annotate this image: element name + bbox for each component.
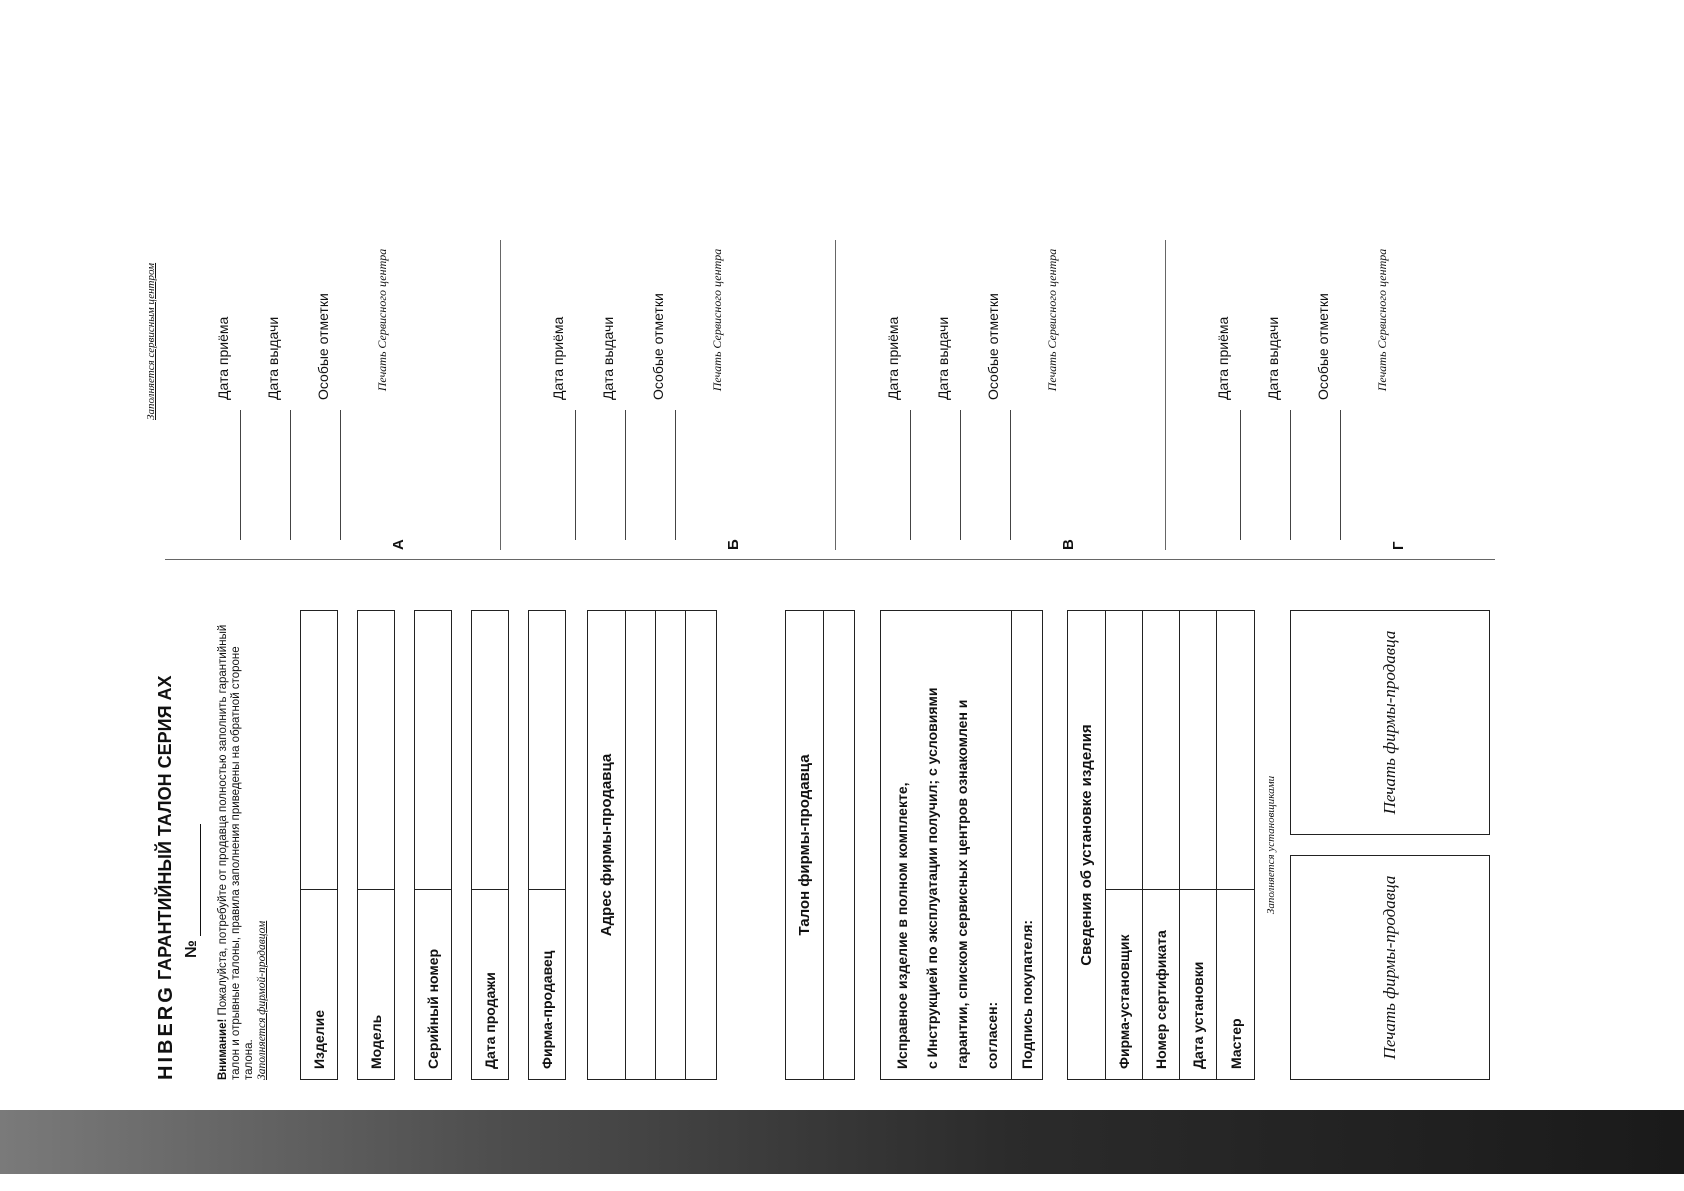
installation-label: Мастер xyxy=(1217,889,1254,1079)
agreement-text xyxy=(881,611,1012,1079)
coupon-line[interactable] xyxy=(910,410,911,540)
coupon-label-issue: Дата выдачи xyxy=(935,316,951,400)
coupon-label-receive: Дата приёма xyxy=(1215,316,1231,400)
seller-stamp-box-1: Печать фирмы-продавца xyxy=(1290,855,1490,1080)
coupon-label-issue: Дата выдачи xyxy=(600,316,616,400)
service-coupon-v xyxy=(845,240,1175,550)
coupon-label-notes: Особые отметки xyxy=(985,293,1001,400)
attention-note xyxy=(217,610,269,1080)
seller-address-line[interactable] xyxy=(686,611,716,1079)
field-label: Модель xyxy=(358,889,394,1079)
field-label: Дата продажи xyxy=(472,889,508,1079)
coupon-separator xyxy=(165,559,1495,560)
installation-value[interactable] xyxy=(1143,611,1179,889)
number-blank xyxy=(185,824,201,936)
coupon-line[interactable] xyxy=(240,410,241,540)
installation-row xyxy=(1217,611,1254,1079)
coupon-line[interactable] xyxy=(1290,410,1291,540)
seller-address-line[interactable] xyxy=(656,611,686,1079)
agreement-line: Исправное изделие в полном комплекте, xyxy=(894,782,910,1069)
field-value[interactable] xyxy=(301,611,337,889)
coupon-line[interactable] xyxy=(625,410,626,540)
coupon-line[interactable] xyxy=(340,410,341,540)
installation-label: Дата установки xyxy=(1180,889,1216,1079)
field-label: Фирма-продавец xyxy=(529,889,565,1079)
coupon-label-notes: Особые отметки xyxy=(315,293,331,400)
agreement-line: гарантии, списком сервисных центров ознакомлен и xyxy=(954,699,970,1069)
field-seller xyxy=(528,610,566,1080)
agreement-line: согласен: xyxy=(984,1001,1000,1069)
coupon-label-issue: Дата выдачи xyxy=(1265,316,1281,400)
service-coupon-a xyxy=(175,240,505,550)
installation-value[interactable] xyxy=(1217,611,1254,889)
seller-address-line[interactable] xyxy=(626,611,656,1079)
seller-coupon-table xyxy=(785,610,855,1080)
coupon-separator xyxy=(500,240,501,550)
installation-label: Номер сертификата xyxy=(1143,889,1179,1079)
seller-address-table xyxy=(587,610,717,1080)
warranty-card xyxy=(145,170,1505,1080)
buyer-agreement xyxy=(880,610,1043,1080)
attention-bold: Внимание! xyxy=(217,1018,229,1080)
installation-value[interactable] xyxy=(1180,611,1216,889)
coupon-line[interactable] xyxy=(1240,410,1241,540)
installation-label: Фирма-установщик xyxy=(1106,889,1142,1079)
installation-row xyxy=(1143,611,1180,1079)
field-sale-date xyxy=(471,610,509,1080)
installation-value[interactable] xyxy=(1106,611,1142,889)
coupon-letter: В xyxy=(1060,539,1077,550)
number-label: № xyxy=(183,940,200,958)
field-value[interactable] xyxy=(415,611,451,889)
seller-coupon-title: Талон фирмы-продавца xyxy=(786,611,824,1079)
brand-logo: HIBERG xyxy=(155,984,177,1080)
installation-row xyxy=(1106,611,1143,1079)
coupon-line[interactable] xyxy=(960,410,961,540)
coupon-label-receive: Дата приёма xyxy=(550,316,566,400)
number-field xyxy=(183,824,201,958)
coupon-label-issue: Дата выдачи xyxy=(265,316,281,400)
seller-fill-hint: Заполняется фирмой-продавцом xyxy=(256,920,268,1080)
coupon-letter: Г xyxy=(1390,541,1407,550)
field-label: Серийный номер xyxy=(415,889,451,1079)
coupon-label-notes: Особые отметки xyxy=(650,293,666,400)
buyer-signature[interactable]: Подпись покупателя: xyxy=(1019,919,1035,1069)
field-value[interactable] xyxy=(529,611,565,889)
coupon-separator xyxy=(835,240,836,550)
coupon-line[interactable] xyxy=(675,410,676,540)
service-stamp-label: Печать Сервисного центра xyxy=(710,248,724,392)
attention-text: Пожалуйста, потребуйте от продавца полностью заполнить гарантийный талон и отрывные талоны, правила заполнения приведены на обратной стороне талона. xyxy=(217,624,255,1080)
coupon-label-receive: Дата приёма xyxy=(885,316,901,400)
seller-address-title: Адрес фирмы-продавца xyxy=(588,611,626,1079)
bottom-decorative-band xyxy=(0,1110,1684,1174)
coupon-line[interactable] xyxy=(1340,410,1341,540)
field-model xyxy=(357,610,395,1080)
installation-table xyxy=(1067,610,1255,1080)
field-product xyxy=(300,610,338,1080)
coupon-letter: А xyxy=(390,539,407,550)
coupon-label-receive: Дата приёма xyxy=(215,316,231,400)
service-stamp-label: Печать Сервисного центра xyxy=(375,248,389,392)
coupon-line[interactable] xyxy=(290,410,291,540)
service-coupon-g xyxy=(1175,240,1505,550)
coupon-letter: Б xyxy=(725,539,742,550)
seller-coupon-line[interactable] xyxy=(824,611,854,1079)
seller-stamp-box-2: Печать фирмы-продавца xyxy=(1290,610,1490,835)
coupon-separator xyxy=(1165,240,1166,550)
installation-title: Сведения об установке изделия xyxy=(1068,611,1106,1079)
page-title: ГАРАНТИЙНЫЙ ТАЛОН СЕРИЯ АХ xyxy=(155,675,175,980)
service-coupon-b xyxy=(510,240,840,550)
service-fill-hint: Заполняется сервисным центром xyxy=(145,262,157,420)
installer-fill-hint: Заполняется установщиками xyxy=(1265,775,1277,915)
service-stamp-label: Печать Сервисного центра xyxy=(1375,248,1389,392)
coupon-line[interactable] xyxy=(575,410,576,540)
field-value[interactable] xyxy=(472,611,508,889)
service-stamp-label: Печать Сервисного центра xyxy=(1045,248,1059,392)
field-value[interactable] xyxy=(358,611,394,889)
field-label: Изделие xyxy=(301,889,337,1079)
coupon-label-notes: Особые отметки xyxy=(1315,293,1331,400)
coupon-line[interactable] xyxy=(1010,410,1011,540)
agreement-line: с Инструкцией по эксплуатации получил; с условиями xyxy=(924,687,940,1069)
installation-row xyxy=(1180,611,1217,1079)
field-serial xyxy=(414,610,452,1080)
